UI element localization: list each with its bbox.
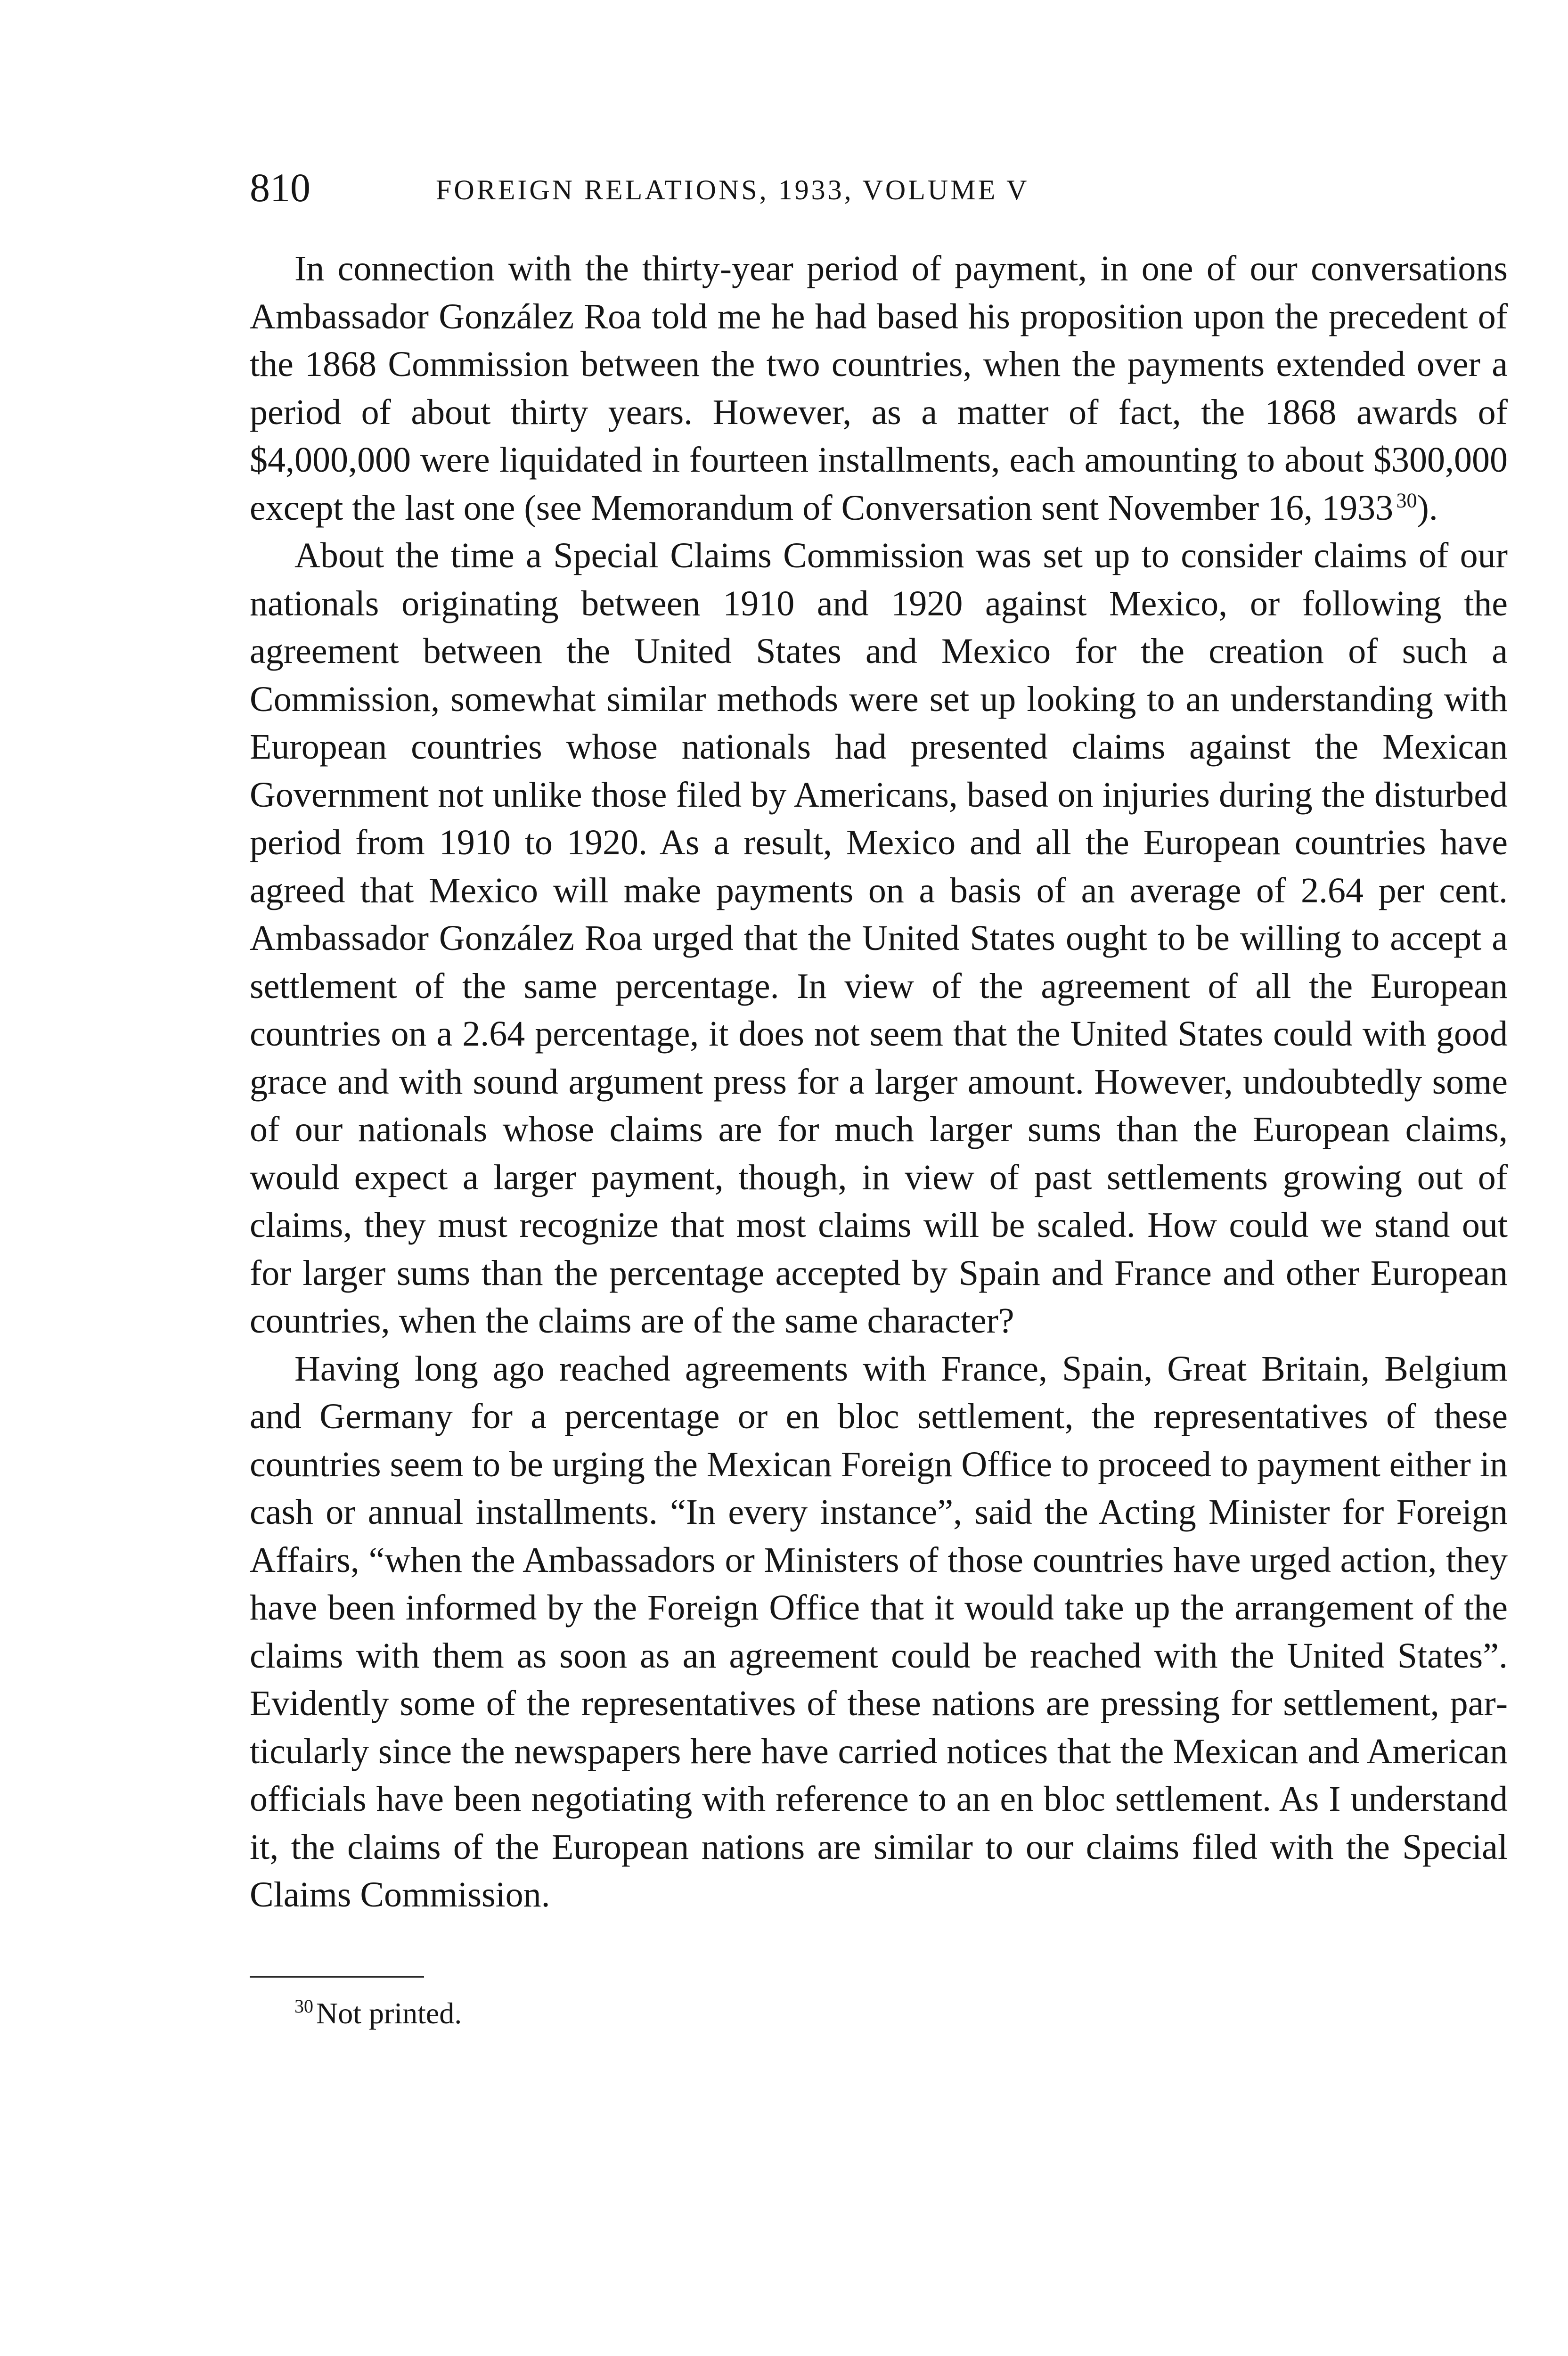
paragraph-1-closing: ).: [1417, 488, 1438, 528]
page-number: 810: [250, 165, 310, 210]
paragraph-2: About the time a Special Claims Commission was set up to consider claims of our nationals originating between 1910 and 1920 against Mexico, or following the agreement between the United States and Mexico for the creation of such a Commission, somewhat similar methods were set up looking to an understanding with European countries whose nationals had presented claims against the Mexican Government not unlike those filed by Americans, based on injuries during the disturbed period from 1910 to 1920. As a result, Mexico and all the European countries have agreed that Mexico will make payments on a basis of an average of 2.64 per cent. Ambassador González Roa urged that the United States ought to be willing to accept a settlement of the same percentage. In view of the agreement of all the European countries on a 2.64 percentage, it does not seem that the United States could with good grace and with sound argument press for a larger amount. However, undoubtedly some of our nationals whose claims are for much larger sums than the European claims, would expect a larger payment, though, in view of past settlements growing out of claims, they must recognize that most claims will be scaled. How could we stand out for larger sums than the percentage accepted by Spain and France and other European countries, when the claims are of the same character?: [250, 536, 1508, 1341]
footnote-marker: 30: [294, 1996, 313, 2017]
running-header: [250, 167, 1508, 219]
paragraph-1-text: In connection with the thirty-year period of payment, in one of our conversations Ambassador González Roa told me he had based his proposition upon the precedent of the 1868 Commission between the two countries, when the payments extended over a period of about thirty years. However, as a matter of fact, the 1868 awards of $4,000,000 were liquidated in fourteen installments, each amounting to about $300,000 except the last one (see Memorandum of Conversation sent November 16, 1933: [250, 249, 1508, 528]
running-title: FOREIGN RELATIONS, 1933, VOLUME V: [436, 174, 1029, 205]
footnote: [250, 1995, 1508, 2032]
footnote-reference[interactable]: 30: [1396, 489, 1417, 512]
paragraph-3: Having long ago reached agreements with France, Spain, Great Britain, Belgium and Germany for a percentage or en bloc settlement, the representatives of these countries seem to be urging the Mexican Foreign Office to proceed to payment either in cash or annual installments. “In every instance”, said the Acting Minister for Foreign Affairs, “when the Ambassadors or Ministers of those countries have urged action, they have been informed by the Foreign Office that it would take up the arrangement of the claims with them as soon as an agreement could be reached with the United States”. Evidently some of the representatives of these nations are pressing for settlement, particularly since the newspapers here have carried notices that the Mexican and American officials have been negotiating with reference to an en bloc settlement. As I understand it, the claims of the European nations are similar to our claims filed with the Special Claims Commission.: [250, 1349, 1508, 1914]
footnote-text: Not printed.: [316, 1996, 462, 2030]
paragraph-1: [250, 245, 1508, 532]
body-text: [250, 245, 1508, 1919]
footnote-divider: [250, 1976, 424, 1978]
document-page: [250, 167, 1508, 2032]
